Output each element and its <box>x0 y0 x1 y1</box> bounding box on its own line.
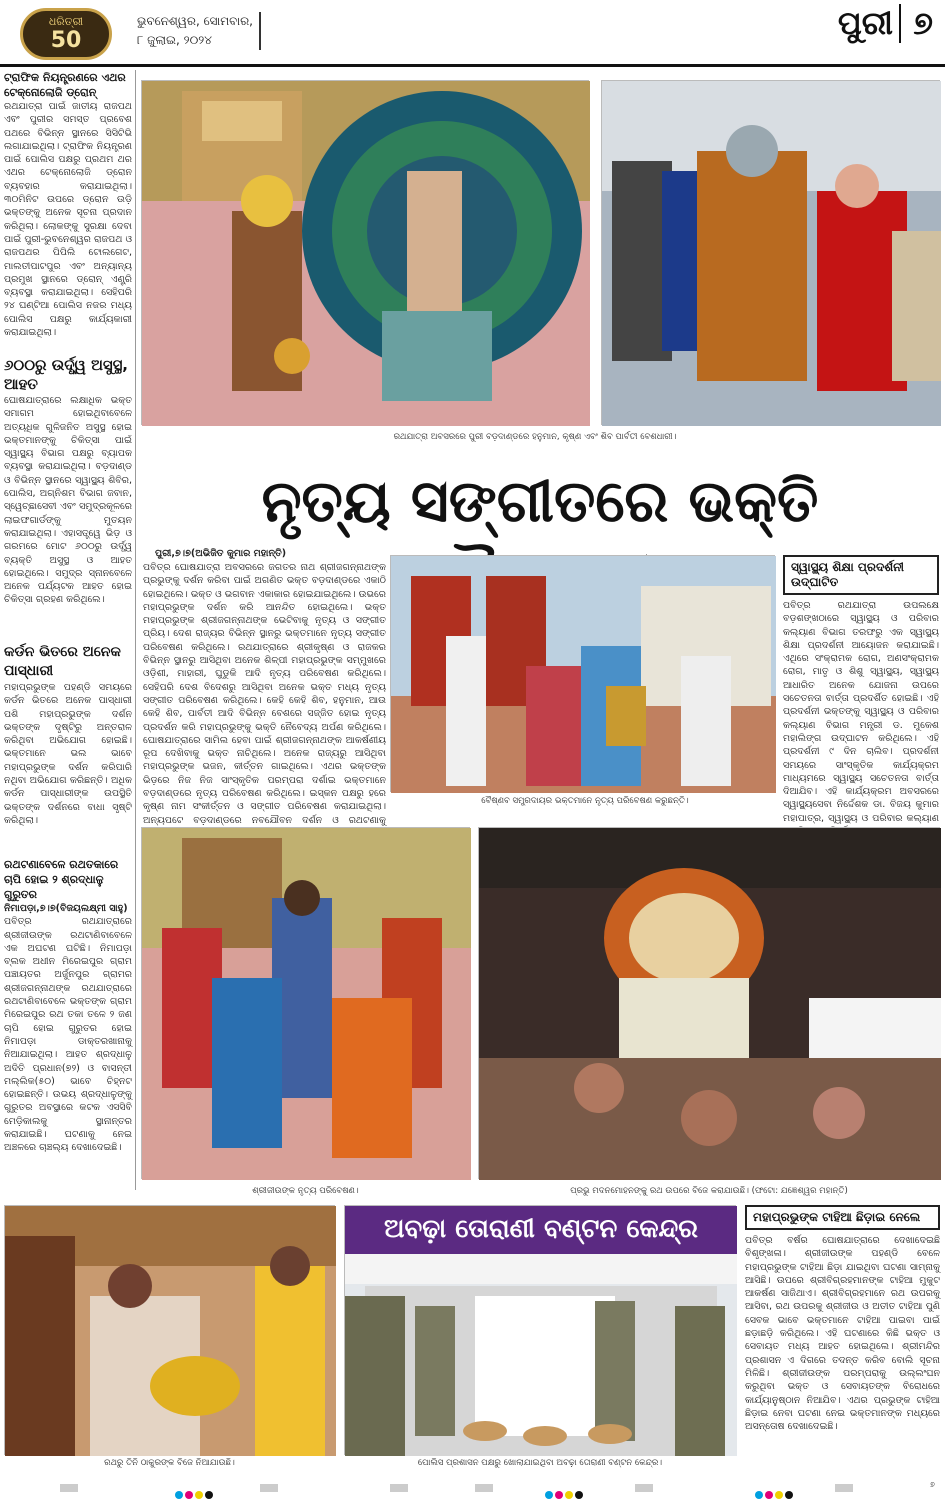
photo-servitors-image <box>5 1206 336 1456</box>
tahia-story <box>745 1205 940 1465</box>
photo-vaishnav-devotees-image <box>391 556 776 793</box>
photo-shiva-parvati <box>601 80 940 425</box>
abadha-banner-text: ଅବଢ଼ା ତୋରାଣୀ ବଣ୍ଟନ କେନ୍ଦ୍ର <box>384 1214 698 1244</box>
main-story-dateline: ପୁରୀ,୭।୭(ଅଭିଜିତ କୁମାର ମହାନ୍ତି) <box>155 548 287 559</box>
health-story-body: ପବିତ୍ର ରଥଯାତ୍ରା ଉପଲକ୍ଷେ ବଡ଼ଶଙ୍ଖଠାରେ ସ୍ୱାସ୍ଥ୍ୟ ଓ ପରିବାର କଲ୍ୟାଣ ବିଭାଗ ତରଫରୁ ଏକ ସ୍ୱାସ୍ଥ୍ୟ ଶିକ୍ଷା ପ୍ରଦର୍ଶନୀ ଆୟୋଜନ କରାଯାଇଛି। ଏଥିରେ ସଂକ୍ରାମକ ରୋଗ, ଅଣସଂକ୍ରାମକ ରୋଗ, ମାତୃ ଓ ଶିଶୁ ସ୍ୱାସ୍ଥ୍ୟ, ସ୍ୱାସ୍ଥ୍ୟ ଆଧାରିତ ଅନେକ ଯୋଜନା ଉପରେ ସଚେତନତା ବାର୍ତ୍ତା ପ୍ରଦର୍ଶିତ ହୋଇଛି। ଏହି ପ୍ରଦର୍ଶନୀ ଭକ୍ତଙ୍କୁ ସ୍ୱାସ୍ଥ୍ୟ ଓ ପରିବାର କଲ୍ୟାଣ ବିଭାଗ ମନ୍ତ୍ରୀ ଡ. ମୁକେଶ ମହାଲିଙ୍ଗ ଉଦ୍‌ଘାଟନ କରିଥିଲେ। ଏହି ପ୍ରଦର୍ଶନୀ ୯ ଦିନ ଚାଲିବ। ପ୍ରଦର୍ଶନୀ ସମୟରେ ସାଂସ୍କୃତିକ କାର୍ଯ୍ୟକ୍ରମ ମାଧ୍ୟମରେ ସ୍ୱାସ୍ଥ୍ୟ ସଚେତନତା ବାର୍ତ୍ତା ଦିଆଯିବ। ଏହି କାର୍ଯ୍ୟକ୍ରମ ଅବସରରେ ସ୍ୱାସ୍ଥ୍ୟସେବା ନିର୍ଦ୍ଦେଶକ ଡା. ବିଜୟ କୁମାର ମହାପାତ୍ର, ସ୍ୱାସ୍ଥ୍ୟ ଓ ପରିବାର କଲ୍ୟାଣ <box>783 600 939 824</box>
top-photos-caption: ରଥଯାତ୍ରା ଅବସରରେ ପୁରୀ ବଡ଼ଦାଣ୍ଡରେ ହନୁମାନ, କୃଷ୍ଣ ଏବଂ ଶିବ ପାର୍ବତୀ ବେଶଧାରୀ। <box>393 432 677 442</box>
photo-abadha-center <box>344 1205 736 1455</box>
photo-servitors <box>4 1205 335 1455</box>
tahia-photo-caption: ପ୍ରଭୁ ମଦନମୋହନଙ୍କୁ ରଥ ଉପରେ ବିଜେ କରାଯାଉଛି। (ଫଟୋ: ଯଜ୍ଞେଶ୍ୱର ମହାନ୍ତି) <box>570 1186 848 1196</box>
photo-tahia-procession-image <box>479 828 941 1180</box>
vaishnav-caption: ବୈଷ୍ଣବ ସମ୍ପ୍ରଦାୟର ଭକ୍ତମାନେ ନୃତ୍ୟ ପରିବେଷଣ କରୁଛନ୍ତି। <box>481 796 689 806</box>
health-story-headline: ସ୍ୱାସ୍ଥ୍ୟ ଶିକ୍ଷା ପ୍ରଦର୍ଶନୀ ଉଦ୍‌ଘାଟିତ <box>783 555 939 595</box>
yellow-dot <box>775 1491 783 1499</box>
story4-dateline: ନିମାପଡ଼ା,୭।୭(ବିଜୟଲକ୍ଷ୍ମୀ ସାହୁ) <box>4 903 128 914</box>
magenta-dot <box>185 1491 193 1499</box>
photo-tahia-procession <box>478 827 940 1179</box>
print-band <box>260 1484 278 1492</box>
story2-headline: ୬୦୦ରୁ ଉର୍ଦ୍ଧ୍ୱ ଅସୁସ୍ଥ, ଆହତ <box>4 356 128 393</box>
left-column <box>4 70 132 1190</box>
story4-body: ପବିତ୍ର ରଥଯାତ୍ରାରେ ଶ୍ରୀଜୀଉଙ୍କ ରଥଟାଣିବାବେଳେ ଏକ ଅଘଟଣ ଘଟିଛି। ନିମାପଡ଼ା ବ୍ଲକ ଅଧୀନ ମିରେଇପୁର ଗ୍ରାମ ପଞ୍ଚାୟତର ଅର୍ଜୁନପୁର ଗ୍ରାମର ଶ୍ରୀଜଗନ୍ନାଥଙ୍କ ରଥଯାତ୍ରାରେ ରଥଟାଣିବାବେଳେ ଭକ୍ତଙ୍କ ଗ୍ରାମ ମିରେଇପୁର ରଥ ତକା ତଳେ ୨ ଜଣ ଚାପି ହୋଇ ଗୁରୁତର ହୋଇ ନିମାପଡ଼ା ଡାକ୍ତରଖାନାକୁ ନିଆଯାଇଥିଲା। ଆହତ ଶ୍ରଦ୍ଧାଳୁ ଅଦିତି ପ୍ରଧାନ(୭୨) ଓ ବାସନ୍ତୀ ମଲ୍ଲିକ(୫୦) ଭାବେ ଚିହ୍ନଟ ହୋଇଛନ୍ତି। ଉଭୟ ଶ୍ରଦ୍ଧାଳୁଙ୍କୁ ଗୁରୁତର ଅବସ୍ଥାରେ କଟକ ଏସସିବି ମେଡ଼ିକାଲକୁ ସ୍ଥାନାନ୍ତର କରାଯାଇଛି। ଘଟଣାକୁ ନେଇ ଅଞ୍ଚଳରେ ଚାଞ୍ଚଲ୍ୟ ଦେଖାଦେଇଛି। <box>4 916 132 1154</box>
print-band <box>60 1484 78 1492</box>
newspaper-anniversary-logo <box>20 8 112 60</box>
issue-date: ୮ ଜୁଲାଇ, ୨୦୨୪ <box>137 33 212 47</box>
masthead-rule <box>0 64 945 67</box>
logo-text: ଧରିତ୍ରୀ <box>48 15 84 28</box>
print-band <box>835 1484 853 1492</box>
dateline <box>137 12 261 50</box>
dance-caption: ଶ୍ରୀଜୀଉଙ୍କ ନୃତ୍ୟ ପରିବେଷଣ। <box>252 1186 359 1196</box>
color-dots <box>545 1484 585 1503</box>
black-dot <box>785 1491 793 1499</box>
color-dots <box>755 1484 795 1503</box>
photo-odissi-dancers <box>141 827 470 1179</box>
main-story-body: ପବିତ୍ର ଘୋଷଯାତ୍ରା ଅବସରରେ ଜଗତର ନାଥ ଶ୍ରୀଜଗନ୍ନାଥଙ୍କ ପ୍ରଭୁଙ୍କୁ ଦର୍ଶନ କରିବା ପାଇଁ ଅଗଣିତ ଭକ୍ତ ବଡ଼ଦାଣ୍ଡରେ ଏକାଠି ହୋଇଥିଲେ। ଭକ୍ତ ଓ ଭଗବାନ ଏକାକାର ହୋଇଯାଇଥିଲେ। ଉଭରେ ମହାପ୍ରଭୁଙ୍କ ଦର୍ଶନ କରି ଆନନ୍ଦିତ ହୋଇଥିଲେ। ଭକ୍ତ ମହାପ୍ରଭୁଙ୍କ ଶ୍ରୀଜଗନ୍ନାଥଙ୍କ ଭେଟିବାକୁ ନୃତ୍ୟ ଓ ସଙ୍ଗୀତ ପ୍ରିୟ। ଦେଶ ରାଜ୍ୟର ବିଭିନ୍ନ ସ୍ଥାନରୁ ଭକ୍ତମାନେ ନୃତ୍ୟ ସଙ୍ଗୀତ ପରିବେଷଣ କରିଥିଲେ। ରଥଯାତ୍ରାରେ ଶ୍ରୀକୃଷ୍ଣ ଓ ରାଜକର ବିଭିନ୍ନ ସ୍ଥାନରୁ ଆସିଥିବା ଅନେକ ଶିଳ୍ପୀ ମହାପ୍ରଭୁଙ୍କ ସମ୍ମୁଖରେ ଓଡ଼ିଶୀ, ମାହାରୀ, ଘୁଡୁକି ଆଦି ନୃତ୍ୟ ପରିବେଷଣ କରିଥିଲେ। ସେହିପରି ଦେଶ ବିଦେଶରୁ ଆସିଥିବା ଅନେକ ଭକ୍ତ ମଧ୍ୟ ନୃତ୍ୟ ସଙ୍ଗୀତ ପରିବେଷଣ କରିଥିଲେ। କେହି କେହି ଶିବ, ହନୁମାନ, ଆଉ କେହି ଶିବ, ପାର୍ବତୀ ଆଦି ବିଭିନ୍ନ ବେଶରେ ସଜ୍ଜିତ ହୋଇ ନୃତ୍ୟ ପ୍ରଦର୍ଶନ କରି ମହାପ୍ରଭୁଙ୍କୁ ଭକ୍ତି ନୈବେଦ୍ୟ ଅର୍ପଣ କରିଥିଲେ। ଘୋଷଯାତ୍ରାରେ ସାମିଲ ହେବା ପାଇଁ ଶ୍ରୀଜଗନ୍ନାଥଙ୍କ ଆକର୍ଷଣୀୟ ରୂପ ଦେଖିବାକୁ ଭକ୍ତ ନାଚିଥିଲେ। ଅନେକ ରାଜ୍ୟରୁ ଆସିଥିବା ମହାପ୍ରଭୁଙ୍କ ଭଜନ, କୀର୍ତ୍ତନ ଗାଇଥିଲେ। ଏଥର ଭକ୍ତଙ୍କ ଭିଡ଼ରେ ନିଜ ନିଜ ସାଂସ୍କୃତିକ ପରମ୍ପରା ଦର୍ଶାଇ ଭକ୍ତମାନେ ବଡ଼ଦାଣ୍ଡରେ ନୃତ୍ୟ ପରିବେଷଣ କରିଥିଲେ। ଇସ୍କନ ପକ୍ଷରୁ ହରେ କୃଷ୍ଣ ନାମ ସଂକୀର୍ତ୍ତନ ଓ ସଙ୍ଗୀତ ପରିବେଷଣ କରାଯାଇଥିଲା। ଅନ୍ୟପଟେ ବଡ଼ଦାଣ୍ଡରେ ନବଯୌବନ ଦର୍ଶନ ଓ ରଥଟଣାକୁ <box>143 562 386 826</box>
photo-hanuman-krishna <box>141 80 589 425</box>
city-day: ଭୁବନେଶ୍ୱର, ସୋମବାର, <box>137 14 254 28</box>
footer-page-number: ୭ <box>930 1480 935 1489</box>
logo-years: 50 <box>50 28 82 53</box>
magenta-dot <box>765 1491 773 1499</box>
photo-hanuman-krishna-image <box>142 81 590 426</box>
story1-body: ରଥଯାତ୍ରା ପାଇଁ ଜାତୀୟ ରାଜପଥ ଏବଂ ପୁରୀର ସମସ୍ତ ପ୍ରବେଶ ପଥରେ ବିଭିନ୍ନ ସ୍ଥାନରେ ସିସିଟିଭି ଲଗାଯାଇଥିଲା। ଟ୍ରାଫିକ ନିୟନ୍ତ୍ରଣ ପାଇଁ ପୋଲିସ ପକ୍ଷରୁ ପ୍ରଥମ ଥର ଏଥର ଟେକ୍ନୋଲୋଜି ଡ୍ରୋନ ବ୍ୟବହାର କରାଯାଇଥିଲା। ୩୦ମିନିଟ ଉପରେ ଡ୍ରୋନ ଉଡ଼ି ଭକ୍ତଙ୍କୁ ଅନେକ ସୂଚନା ପ୍ରଦାନ କରିଥିଲା। ଲୋକଙ୍କୁ ସୁରକ୍ଷା ଦେବା ପାଇଁ ପୁରୀ-ଭୁବନେଶ୍ୱର ରାଜପଥ ଓ ରାଜପଥର ପିପିଲି ଟୋଲଗେଟ, ମାଲତୀପାଟପୁର ଏବଂ ଅନ୍ୟାନ୍ୟ ପ୍ରମୁଖ ସ୍ଥାନରେ ଡ୍ରୋନ୍ ଏଣ୍ଟ୍ରି ବ୍ୟବସ୍ଥା କରାଯାଇଥିଲା। ସେହିପରି ୨୪ ଘଣ୍ଟିଆ ପୋଲିସ ନଜର ମଧ୍ୟ ପୋଲିସ ପକ୍ଷରୁ କାର୍ଯ୍ୟକାରୀ କରାଯାଇଥିଲା। <box>4 101 132 339</box>
cyan-dot <box>545 1491 553 1499</box>
yellow-dot <box>565 1491 573 1499</box>
story2-body: ଘୋଷଯାତ୍ରାରେ ଲକ୍ଷାଧିକ ଭକ୍ତ ସମାଗମ ହୋଇଥିବାବେଳେ ଅତ୍ୟଧିକ ଗୁଳିଜନିତ ଅସୁସ୍ଥ ହୋଇ ଭକ୍ତମାନଙ୍କୁ ଚିକିତ୍ସା ପାଇଁ ସ୍ୱାସ୍ଥ୍ୟ ବିଭାଗ ପକ୍ଷରୁ ବ୍ୟାପକ ବ୍ୟବସ୍ଥା କରାଯାଇଥିଲା। ବଡ଼ଦାଣ୍ଡ ଓ ବିଭିନ୍ନ ସ୍ଥାନରେ ସ୍ୱାସ୍ଥ୍ୟ ଶିବିର, ପୋଲିସ, ଅଗ୍ନିଶମ ବିଭାଗ ଜବାନ, ସ୍ୱେଚ୍ଛାସେବୀ ଏବଂ ସମୁଦ୍ରକୂଳରେ ଲାଇଫଗାର୍ଡଙ୍କୁ ମୁତୟନ କରାଯାଇଥିଲା। ଏହାସତ୍ତ୍ୱେ ଭିଡ଼ ଓ ଗରମରେ ମୋଟ ୬୦୦ରୁ ଉର୍ଦ୍ଧ୍ୱ ବ୍ୟକ୍ତି ଅସୁସ୍ଥ ଓ ଆହତ ହୋଇଥିଲେ। ସମୁଦ୍ର ସ୍ନାନବେଳେ ଅନେକ ପର୍ଯ୍ୟଟକ ଆହତ ହୋଇ ଚିକିତ୍ସା ଗ୍ରହଣ କରିଥିଲେ। <box>4 395 132 606</box>
abadha-caption: ପୋଲିସ ପ୍ରଶାସନ ପକ୍ଷରୁ ଖୋଲାଯାଇଥିବା ଅବଢ଼ା ତୋରାଣୀ ବଣ୍ଟନ କେନ୍ଦ୍ର। <box>417 1458 663 1468</box>
photo-shiva-parvati-image <box>602 81 941 426</box>
black-dot <box>575 1491 583 1499</box>
print-band <box>475 1484 493 1492</box>
tahia-story-body: ପବିତ୍ର ବର୍ଷର ଘୋଷଯାତ୍ରାରେ ଦେଖାଦେଇଛି ବିଶୃଙ୍ଖଳା। ଶ୍ରୀଜୀଉଙ୍କ ପହଣ୍ଡି ବେଳେ ମହାପ୍ରଭୁଙ୍କ ଟାହିଆ ଛିଡ଼ା ଯାଇଥିବା ଘଟଣା ସାମ୍ନାକୁ ଆସିଛି। ଉପରେ ଶ୍ରୀବିଗ୍ରହମାନଙ୍କ ଟାହିଆ ମୁକୁଟ ଆକର୍ଷଣ ସାଜିଥାଏ। ଶ୍ରୀବିଗ୍ରହମାନେ ରଥ ଉପରକୁ ଆସିବା, ରଥ ଉପରକୁ ଶ୍ରୀଜୀଉ ଓ ଅତୀତ ଟାହିଆ ପୁଣି ସେବକ ଭାବେ ଭକ୍ତମାନେ ଟାହିଆ ପାଇବା ପାଇଁ ଛଡ଼ାଛଡ଼ି କରିଥିଲେ। ଏହି ଘଟଣାରେ କିଛି ଭକ୍ତ ଓ ସେବାୟତ ମଧ୍ୟ ଆହତ ହୋଇଥିଲେ। ଶ୍ରୀମନ୍ଦିର ପ୍ରଶାସନ ଏ ଦିଗରେ ତଦନ୍ତ କରିବ ବୋଲି ସୂଚନା ମିଳିଛି। ଶ୍ରୀଜୀଉଙ୍କ ପରମ୍ପରାକୁ ଉଲ୍ଲଂଘନ କରୁଥିବା ଭକ୍ତ ଓ ସେବାୟତଙ୍କ ବିରୋଧରେ କାର୍ଯ୍ୟାନୁଷ୍ଠାନ ନିଆଯିବ। ଏଥର ପ୍ରଭୁଙ୍କ ଟାହିଆ ଛିଡ଼ାଇ ନେବା ଘଟଣା ନେଇ ଭକ୍ତମାନଙ୍କ ମଧ୍ୟରେ ଅସନ୍ତୋଷ ଦେଖାଦେଇଛି। <box>745 1235 940 1433</box>
servitors-caption: ରଥରୁ ତିନି ଠାକୁରଙ୍କ ବିଜେ ନିଆଯାଉଛି। <box>104 1458 235 1468</box>
page-number: ୭ <box>899 4 933 43</box>
section-name: ପୁରୀ <box>837 4 893 42</box>
story3-body: ମହାପ୍ରଭୁଙ୍କ ପହଣ୍ଡି ସମୟରେ କର୍ଡନ ଭିତରେ ଅନେକ ପାସ୍‌ଧାରୀ ପଶି ମହାପ୍ରଭୁଙ୍କ ଦର୍ଶନ ଭକ୍ତଙ୍କ ଦୃଷ୍ଟିରୁ ଅନ୍ତରାଳ କରିଥିବା ଅଭିଯୋଗ ହୋଇଛି। ଭକ୍ତମାନେ ଭଲ ଭାବେ ମହାପ୍ରଭୁଙ୍କ ଦର୍ଶନ କରିପାରି ନଥିବା ଅଭିଯୋଗ କରିଛନ୍ତି। ଅଧିକ କର୍ଡନ ପାସ୍‌ଧାରୀଙ୍କ ଉପସ୍ଥିତି ଭକ୍ତଙ୍କ ଦର୍ଶନରେ ବାଧା ସୃଷ୍ଟି କରିଥିଲା। <box>4 682 132 826</box>
color-dots <box>175 1484 215 1503</box>
cyan-dot <box>175 1491 183 1499</box>
main-headline: ନୃତ୍ୟ ସଙ୍ଗୀତରେ ଭକ୍ତି <box>261 467 819 535</box>
yellow-dot <box>195 1491 203 1499</box>
tahia-story-headline: ମହାପ୍ରଭୁଙ୍କ ଟାହିଆ ଛିଡ଼ାଇ ନେଲେ <box>745 1205 940 1230</box>
photo-vaishnav-devotees <box>390 555 775 792</box>
story3-headline: କର୍ଡନ ଭିତରେ ଅନେକ ପାସ୍‌ଧାରୀ <box>4 644 121 679</box>
print-band <box>635 1484 653 1492</box>
photo-odissi-dancers-image <box>142 828 471 1180</box>
story1-headline: ଟ୍ରାଫିକ ନିୟନ୍ତ୍ରଣରେ ଏଥର ଟେକ୍ନୋଲୋଜି ଡ୍ରୋନ୍‌ <box>4 71 126 99</box>
print-band <box>390 1484 408 1492</box>
cyan-dot <box>755 1491 763 1499</box>
black-dot <box>205 1491 213 1499</box>
magenta-dot <box>555 1491 563 1499</box>
story4-headline: ରଥଟଣାବେଳେ ରଥତକାରେ ଚାପି ହୋଇ ୨ ଶ୍ରଦ୍ଧାଳୁ ଗୁରୁତର <box>4 858 119 901</box>
health-story <box>783 555 939 827</box>
column-divider <box>135 70 136 1190</box>
